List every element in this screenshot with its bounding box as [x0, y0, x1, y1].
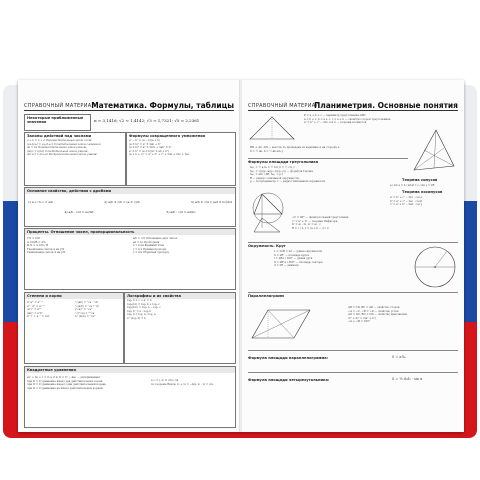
- root-line: ⁿ√(ab) = ⁿ√a · ⁿ√b: [75, 301, 99, 304]
- triangle-line: BH ⊥ AC, AH — высота, hₐ проведена из вершины A на сторону a: [250, 146, 340, 149]
- abridged-multiplication-heading: Формулы сокращенного умножения: [129, 134, 206, 138]
- formula-line: a² − b² = (a − b)(a + b): [129, 139, 161, 142]
- quadratic-line: при D = 0 уравнение имеет один действительный корень: [27, 383, 106, 387]
- abridged-multiplication-box: [126, 132, 236, 186]
- fraction-rule-4: 4) a/b · c/d = ac/bd: [64, 210, 94, 214]
- power-line: (aⁿ)ᵐ = aⁿᵐ: [27, 308, 42, 312]
- fractions-heading: Основное свойство, действия с дробями: [25, 188, 235, 194]
- parallelogram-heading: Параллелограмм: [248, 294, 284, 298]
- percent-line: 1% = 0,01: [27, 237, 41, 240]
- area-line: R — радиус описанной окружности,: [250, 176, 300, 180]
- right-triangle-line: ∠C = 90° — прямоугольный треугольник: [292, 216, 349, 219]
- percent-proportion-heading: Проценты. Отношение чисел, пропорциональность: [25, 229, 235, 235]
- log-line: logₐ b = c ⇔ aᶜ = b: [127, 299, 152, 302]
- power-line: aⁿ·aᵐ = aⁿ⁺ᵐ: [27, 301, 44, 304]
- parallelogram-line: ∠A = ∠C, ∠B = ∠D — свойство углов: [348, 309, 399, 313]
- percent-line: Увеличение числа A на p%: [27, 247, 65, 251]
- approx-values-heading: Некоторые приближенные значения: [27, 116, 84, 124]
- right-triangle-line: R = c / 2, r = (a + b − c) / 2: [292, 226, 329, 230]
- quadratic-equations-heading: Квадратные уравнения: [25, 367, 235, 373]
- proportion-line: y = k·x Прямая пропорц.: [133, 247, 167, 251]
- circle-line: l = πRα / 180° — длина дуги: [274, 257, 313, 261]
- parallelogram-area-label: Формула площади параллелограмма:: [248, 356, 329, 360]
- section-divider: [248, 292, 458, 293]
- formula-line: a³ ± b³ = (a ± b)(a² ∓ ab + b²): [129, 149, 170, 153]
- powers-roots-box: [24, 292, 124, 364]
- area-line: p — полупериметр, r — радиус вписанной окружности: [250, 180, 326, 184]
- law-line: a(b+c) = ab+ac Распределительный закон умнож.: [27, 153, 98, 157]
- section-divider: [248, 372, 458, 373]
- fraction-rule-3: 3) a/b ± c/d = (ad ± bc)/bd: [190, 200, 232, 204]
- section-label: СПРАВОЧНЫЙ МАТЕРИАЛ: [24, 103, 96, 109]
- area-line: Sₐᵦ꜀ = ½ a·hₐ = ½ b·h_b = ½ c·h_c: [250, 166, 295, 169]
- power-line: a⁰ = 1, a⁻ⁿ = 1/aⁿ: [27, 315, 50, 319]
- formula-line: (a ± b)³ = a³ ± 3a²b + 3ab² ± b³: [129, 146, 172, 150]
- parallelogram-figure: [250, 304, 312, 344]
- circle-line: L = 2πR = πd — длина окружности: [274, 250, 323, 253]
- area-line: Sₐᵦ꜀ = abc / 4R, Sₐᵦ꜀ = p·r: [250, 173, 284, 177]
- right-triangle-figure: [250, 188, 286, 236]
- cosines-theorem-line: b² = a² + c² − 2ac · cos β: [390, 199, 422, 203]
- root-line: ⁿ√(a/b) = ⁿ√a / ⁿ√b: [75, 304, 99, 308]
- law-line: (ab)c = a(bc) Сочетательный закон умнож.: [27, 149, 89, 153]
- root-line: a^(m/n) = ⁿ√aᵐ: [75, 315, 96, 319]
- cosines-theorem-line: c² = a² + b² − 2ab · cos γ: [390, 203, 423, 206]
- triangle-line: S = ½·ah, S = ½·ab·sin γ: [250, 149, 283, 153]
- section-divider: [248, 158, 408, 159]
- proportion-line: a/b = c/d Отношение двух чисел: [133, 237, 178, 240]
- number-laws-box: [24, 132, 126, 186]
- right-page-planimetry: [242, 80, 464, 432]
- triangle-area-heading: Формулы площади треугольника: [248, 160, 319, 164]
- page-title: Математика. Формулы, таблицы: [91, 101, 234, 110]
- section-divider: [248, 242, 458, 243]
- power-line: aⁿ : aᵐ = aⁿ⁻ᵐ: [27, 304, 45, 308]
- powers-roots-heading: Степени и корни: [25, 293, 123, 299]
- right-triangle-line: h² = a₁ · b₁, a² = a₁ · c: [292, 223, 321, 227]
- proportion-line: y = k/x Обратная пропорц.: [133, 251, 170, 255]
- log-line: logₐ b = log꜀ b / log꜀ a: [127, 313, 156, 317]
- parallelogram-area-formula: S = a·hₐ: [392, 355, 406, 359]
- quadratic-line: при D < 0 уравнение не имеет действительных корней: [27, 386, 103, 390]
- triangle-altitudes-figure: [410, 126, 458, 176]
- quadrilateral-area-formula: S = ½ d₁d₂ · sin α: [392, 377, 423, 381]
- quadratic-line: ax² + bx + c = 0, a ≠ 0, D = b² − 4ac — дискриминант: [27, 376, 101, 379]
- percent-line: B·% = A·100 / B: [27, 244, 49, 248]
- law-line: (a+b)+c = a+(b+c) Сочетательный закон сложения: [27, 142, 101, 146]
- number-laws-heading: Законы действий над числами: [27, 134, 92, 138]
- log-line: logₐ(bc) = logₐ b + logₐ c: [127, 302, 160, 306]
- law-line: ab = ba Переместительный закон умнож.: [27, 146, 87, 150]
- fraction-rule-5: 5) a/b : c/d = ad/bc: [166, 210, 196, 214]
- left-page-math-formulas: [18, 80, 240, 432]
- power-line: (ab)ⁿ = aⁿbⁿ: [27, 311, 43, 315]
- quadrilateral-area-label: Формула площади четырехугольника:: [248, 378, 330, 382]
- approx-values-line: π ≈ 3,1416; √2 ≈ 1,4142; √3 ≈ 1,7321; √5 ≈ 2,2361: [94, 118, 200, 123]
- proportion-line: x = bc/a Крайний член: [133, 244, 165, 248]
- log-line: logₐ bⁿ = n · logₐ b: [127, 309, 152, 313]
- fraction-rule-1: 1) a·c / b·c = a/b: [28, 200, 54, 204]
- vieta-line: x₁,₂ = (−b ± √D) / 2a: [151, 379, 179, 382]
- triangle-line: a² = b² + c² − 2bc·cos α — теорема косинусов: [304, 121, 367, 125]
- logarithms-box: [124, 292, 236, 364]
- parallelogram-line: AB = CD, BC = AD — свойство сторон: [348, 306, 400, 309]
- formula-line: (a + b + c)² = a² + b² + c² + 2ab + 2bc + 2ac: [129, 153, 190, 157]
- cosines-theorem-line: a² = b² + c² − 2bc · cos α: [390, 196, 423, 199]
- approx-values-heading-box: [24, 114, 91, 131]
- triangle-line: P = a + b + c — периметр треугольника ABC: [304, 114, 366, 117]
- section-divider: [248, 350, 458, 351]
- triangle-abc-figure: [248, 114, 298, 142]
- parallelogram-line: d₁² + d₂² = 2(a² + b²): [348, 316, 376, 320]
- percent-line: A·100/B = A%: [27, 240, 46, 244]
- sines-theorem-heading: Теорема синусов: [402, 178, 438, 182]
- right-page-header: [248, 98, 458, 111]
- log-line: a^(logₐ b) = b: [127, 316, 146, 320]
- reference-spread: [18, 80, 464, 432]
- circle-figure: [412, 244, 458, 290]
- log-line: logₐ(b/c) = logₐ b − logₐ c: [127, 306, 161, 310]
- percent-line: Уменьшение числа A на p%: [27, 251, 66, 255]
- section-label: СПРАВОЧНЫЙ МАТЕРИАЛ: [248, 103, 320, 109]
- circle-line: S = πR²α / 360° — площадь сектора: [274, 260, 323, 264]
- parallelogram-line: AO = OC, BO = OD — свойство диагоналей: [348, 313, 407, 317]
- logarithms-heading: Логарифмы и их свойства: [125, 293, 235, 299]
- circle-line: S = πR² — площадь круга: [274, 253, 309, 257]
- sines-theorem-formula: a / sin α = b / sin β = c / sin γ = 2R: [390, 184, 435, 187]
- fractions-box: [24, 187, 236, 227]
- percent-proportion-box: [24, 228, 236, 290]
- page-title: Планиметрия. Основные понятия: [313, 101, 458, 110]
- quadratic-equations-box: [24, 366, 236, 428]
- quadratic-line: при D > 0 уравнение имеет два действительных корня: [27, 379, 103, 383]
- cosines-theorem-heading: Теорема косинусов: [402, 190, 443, 194]
- parallelogram-line: ∠A + ∠B = 180°: [348, 320, 371, 324]
- area-line: Sₐᵦ꜀ = √(p(p−a)(p−b)(p−c)) — формула Герона: [250, 169, 313, 173]
- law-line: a + b = b + a Переместительный закон слож.: [27, 139, 93, 142]
- proportion-line: ad = bc Пропорция: [133, 240, 160, 244]
- formula-line: (a ± b)² = a² ± 2ab + b²: [129, 142, 161, 146]
- vieta-line: по теореме Виета: x₁ + x₂ = −b/a, x₁ · x₂ = c/a: [151, 382, 213, 386]
- root-line: ⁿ√(ᵐ√a) = ⁿᵐ√a: [75, 311, 95, 315]
- fraction-rule-2: 2) a/b ± c/b = (a ± c)/b: [104, 200, 140, 204]
- circle-heading: Окружность. Круг: [248, 244, 286, 248]
- root-line: (ⁿ√a)ᵐ = ⁿ√aᵐ: [75, 308, 93, 312]
- circle-line: d = 2R — диаметр: [274, 264, 299, 268]
- left-page-header: [24, 98, 234, 111]
- triangle-line: a < b + c, b < a + c, c < a + b — свойство сторон треугольника: [304, 117, 391, 121]
- right-triangle-line: c² = a² + b² — теорема Пифагора: [292, 219, 338, 223]
